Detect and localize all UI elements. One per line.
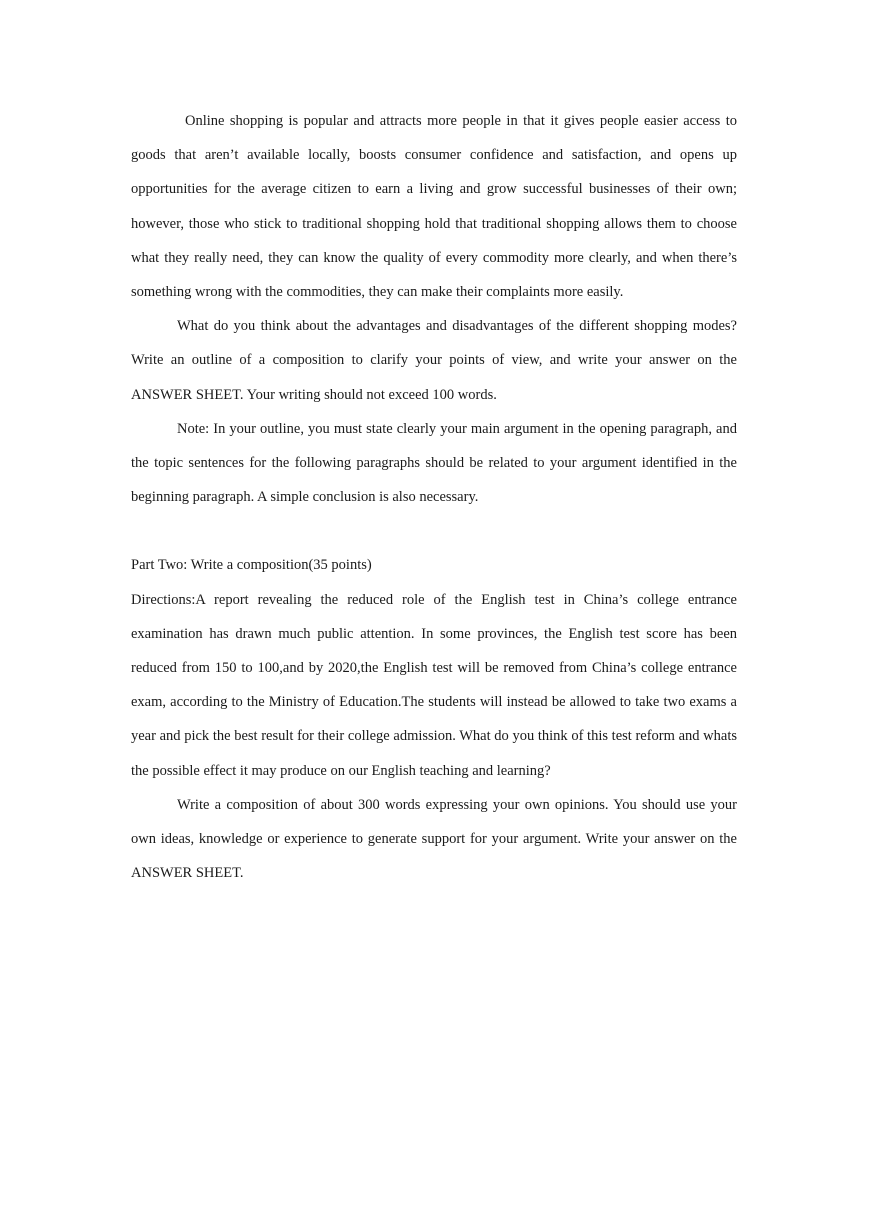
- part-two-directions: Directions:A report revealing the reduced role of the English test in China’s college entrance examination has drawn much public attention. In some provinces, the English test score has been reduced from 150 to 100,and by 2020,the English test will be removed from China’s college entrance exam, according to the Ministry of Education.The students will instead be allowed to take two exams a year and pick the best result for their college admission. What do you think of this test reform and whats the possible effect it may produce on our English teaching and learning?: [131, 591, 737, 779]
- outline-note-paragraph: Note: In your outline, you must state clearly your main argument in the opening paragraph, and the topic sentences for the following paragraphs should be related to your argument identified in the beginning paragraph. A simple conclusion is also necessary.: [131, 420, 737, 506]
- section-gap: [131, 514, 737, 548]
- part-two-instruction: Write a composition of about 300 words expressing your own opinions. You should use your own ideas, knowledge or experience to generate support for your argument. Write your answer on the ANSWER SHEET.: [131, 796, 737, 882]
- outline-task-paragraph: What do you think about the advantages and disadvantages of the different shopping modes? Write an outline of a composition to clarify your points of view, and write your answer on the ANSWER SHEET. Your writing should not exceed 100 words.: [131, 318, 737, 403]
- part-two-heading: Part Two: Write a composition(35 points): [131, 557, 372, 574]
- page-content: [131, 104, 737, 890]
- shopping-intro-paragraph: Online shopping is popular and attracts more people in that it gives people easier access to goods that aren’t available locally, boosts consumer confidence and satisfaction, and opens up opportunities for the average citizen to earn a living and grow successful businesses of their own; however, those who stick to traditional shopping hold that traditional shopping allows them to choose what they really need, they can know the quality of every commodity more clearly, and when there’s something wrong with the commodities, they can make their complaints more easily.: [131, 113, 737, 301]
